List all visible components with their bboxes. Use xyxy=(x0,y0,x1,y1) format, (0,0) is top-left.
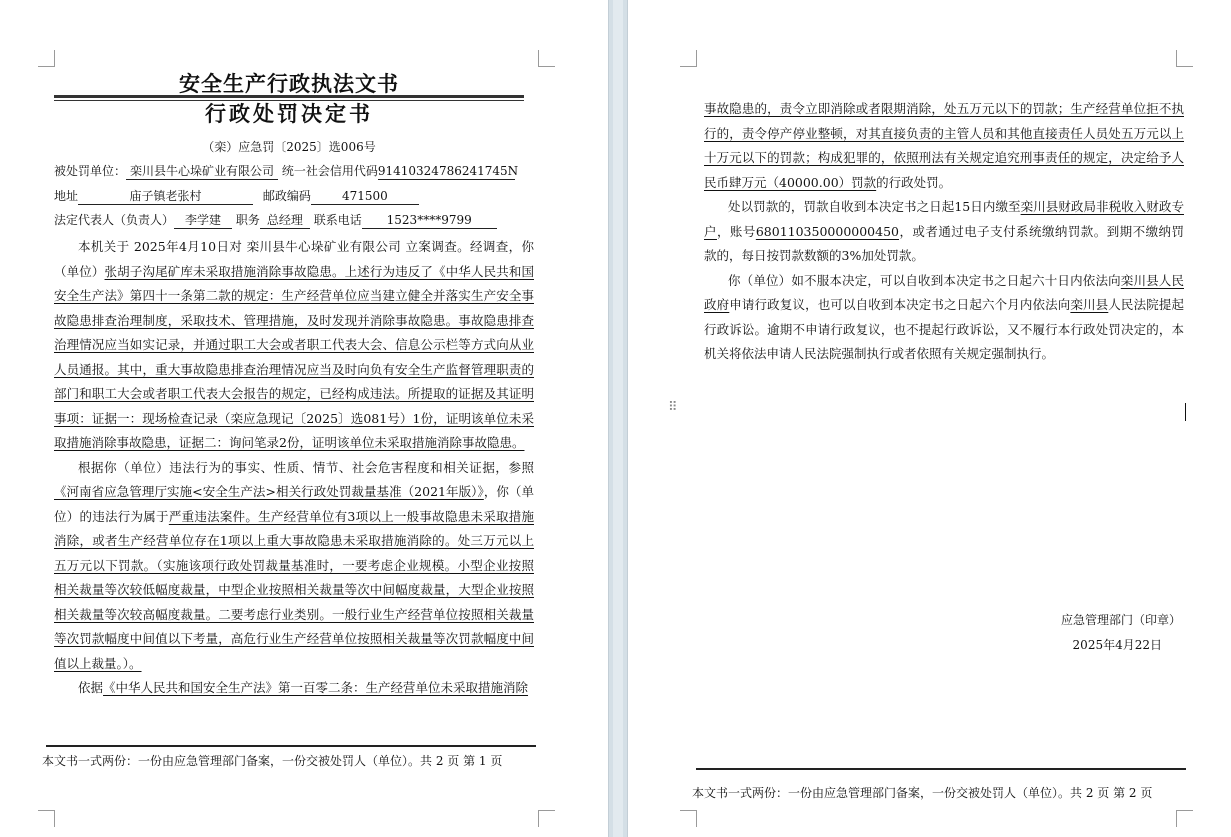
document-page-1 xyxy=(0,0,608,837)
party-value: 栾川县牛心垛矿业有限公司 xyxy=(126,163,278,180)
phone-label: 联系电话 xyxy=(313,213,362,227)
document-number: （栾）应急罚〔2025〕选006号 xyxy=(202,140,376,154)
investigation-intro: 本机关于 2025年4月10日对 栾川县牛心垛矿业有限公司 立案调查。经调查，你（单位） xyxy=(54,239,534,279)
page-footer: 本文书一式两份：一份由应急管理部门备案，一份交被处罚人（单位）。共 2 页 第 2 页 xyxy=(692,786,1153,800)
basis-intro: 根据你（单位）违法行为的事实、性质、情节、社会危害程度和相关证据，参照 xyxy=(78,459,534,475)
page-corner-mark xyxy=(680,810,697,827)
paragraph-remedy xyxy=(704,269,1184,367)
position-value: 总经理 xyxy=(260,212,310,229)
decision-body-page1 xyxy=(54,235,534,701)
payment-terms: ，或者通过电子支付系统缴纳罚款。到期不缴纳罚款的，每日按罚款数额的3%加处罚款。 xyxy=(704,223,1184,263)
legal-basis-intro: 依据 xyxy=(78,680,104,695)
footer-rule xyxy=(696,768,1186,770)
signature-date: 2025年4月22日 xyxy=(1072,638,1162,652)
payment-account-label: ，账号 xyxy=(716,223,756,239)
decision-body-page2 xyxy=(704,97,1184,367)
payment-account-number: 680110350000000450 xyxy=(755,223,899,239)
paragraph-basis xyxy=(54,456,534,677)
remedy-intro: 你（单位）如不服本决定，可以自收到本决定书之日起六十日内依法向 xyxy=(728,272,1121,288)
footer-rule xyxy=(46,745,536,747)
violation-facts: 张胡子沟尾矿库未采取措施消除事故隐患。上述行为违反了《中华人民共和国安全生产法》第四十一条第二款的规定：生产经营单位应当建立健全并落实生产安全事故隐患排查治理制度，采取技术、管理措施，及时发现并消除事故隐患。事故隐患排查治理情况应当如实记录，并通过职工大会或者职工代表大会、信息公示栏等方式向从业人员通报。其中，重大事故隐患排查治理情况应当及时向负有安全生产监督管理职责的部门和职工大会或者职工代表大会报告的规定，已经构成违法。所提取的证据及其证明事项：证据一：现场检查记录（栾应急现记〔2025〕选081号）1份，证明该单位未采取措施消除事故隐患，证据二：询问笔录2份，证明该单位未采取措施消除事故隐患。 xyxy=(54,263,534,450)
document-subtitle: 行政处罚决定书 xyxy=(205,101,373,126)
page-gutter xyxy=(608,0,628,837)
representative-value: 李学建 xyxy=(174,212,232,229)
remedy-government: 栾川县人民政府 xyxy=(704,272,1184,312)
phone-value: 1523****9799 xyxy=(362,212,497,229)
paragraph-investigation xyxy=(54,235,534,456)
basis-classification: 严重违法案件。生产经营单位有3项以上一般事故隐患未采取措施消除，或者生产经营单位存在1项以上重大事故隐患未采取措施消除的。处三万元以上五万元以下罚款。（实施该项行政处罚裁量基准时，一要考虑企业规模。小型企业按照相关裁量等次较低幅度裁量，中型企业按照相关裁量等次中间幅度裁量，大型企业按照相关裁量等次较高幅度裁量。二要考虑行业类别。一般行业生产经营单位按照相关裁量等次罚款幅度中间值以下考量，高危行业生产经营单位按照相关裁量等次罚款幅度中间值以上裁量。）。 xyxy=(54,508,534,671)
page-corner-mark xyxy=(680,50,697,67)
page-corner-mark xyxy=(538,810,555,827)
document-page-2 xyxy=(628,0,1231,837)
paragraph-penalty xyxy=(704,97,1184,195)
position-label: 职务 xyxy=(235,213,260,227)
basis-connector: ，你（单位）的违法行为属于 xyxy=(54,484,534,524)
document-title: 安全生产行政执法文书 xyxy=(179,71,399,96)
penalty-provision: 事故隐患的，责令立即消除或者限期消除，处五万元以下的罚款；生产经营单位拒不执行的，责令停产停业整顿，对其直接负责的主管人员和其他直接责任人员处五万元以上十万元以下的罚款；构成犯罪的，依照刑法有关规定追究刑事责任的规定，决定给予人民币肆万元（40000.00）罚款 xyxy=(704,101,1184,190)
signature-org: 应急管理部门（印章） xyxy=(1060,613,1181,627)
page-corner-mark xyxy=(38,810,55,827)
legal-basis-article: 《中华人民共和国安全生产法》第一百零二条：生产经营单位未采取措施消除 xyxy=(103,680,529,695)
remedy-ending: 人民法院提起行政诉讼。逾期不申请行政复议，也不提起行政诉讼，又不履行本行政处罚决定的，本机关将依法申请人民法院强制执行或者依照有关规定强制执行。 xyxy=(704,297,1184,361)
page-corner-mark xyxy=(1176,50,1193,67)
postal-value: 471500 xyxy=(311,188,419,205)
paragraph-payment xyxy=(704,195,1184,269)
remedy-court-county: 栾川县 xyxy=(1070,297,1109,312)
address-row xyxy=(54,188,419,205)
remedy-middle: 申请行政复议，也可以自收到本决定书之日起六个月内依法向 xyxy=(729,297,1071,312)
drag-handle-icon[interactable]: ⠿ xyxy=(668,400,678,415)
page-corner-mark xyxy=(1176,810,1193,827)
payment-account-name: 栾川县财政局非税收入财政专户 xyxy=(704,199,1184,239)
representative-label: 法定代表人（负责人） xyxy=(54,213,175,227)
address-value: 庙子镇老张村 xyxy=(78,188,253,205)
text-cursor xyxy=(1185,403,1186,421)
postal-label: 邮政编码 xyxy=(262,189,311,203)
payment-intro: 处以罚款的，罚款自收到本决定书之日起15日内缴至 xyxy=(728,199,1021,214)
page-corner-mark xyxy=(538,50,555,67)
party-label: 被处罚单位： xyxy=(54,164,127,178)
address-label: 地址 xyxy=(54,189,79,203)
penalty-ending: 的行政处罚。 xyxy=(876,174,952,190)
party-row xyxy=(54,163,519,180)
paragraph-legal-basis xyxy=(54,676,534,701)
page-footer: 本文书一式两份：一份由应急管理部门备案，一份交被处罚人（单位）。共 2 页 第 1 页 xyxy=(42,754,503,768)
basis-standard: 《河南省应急管理厅实施<安全生产法>相关行政处罚裁量基准（2021年版）》 xyxy=(54,484,484,499)
page-corner-mark xyxy=(38,50,55,67)
credit-label: 统一社会信用代码 xyxy=(281,164,378,178)
credit-value: 91410324786241745N xyxy=(377,164,519,178)
representative-row xyxy=(54,212,497,229)
